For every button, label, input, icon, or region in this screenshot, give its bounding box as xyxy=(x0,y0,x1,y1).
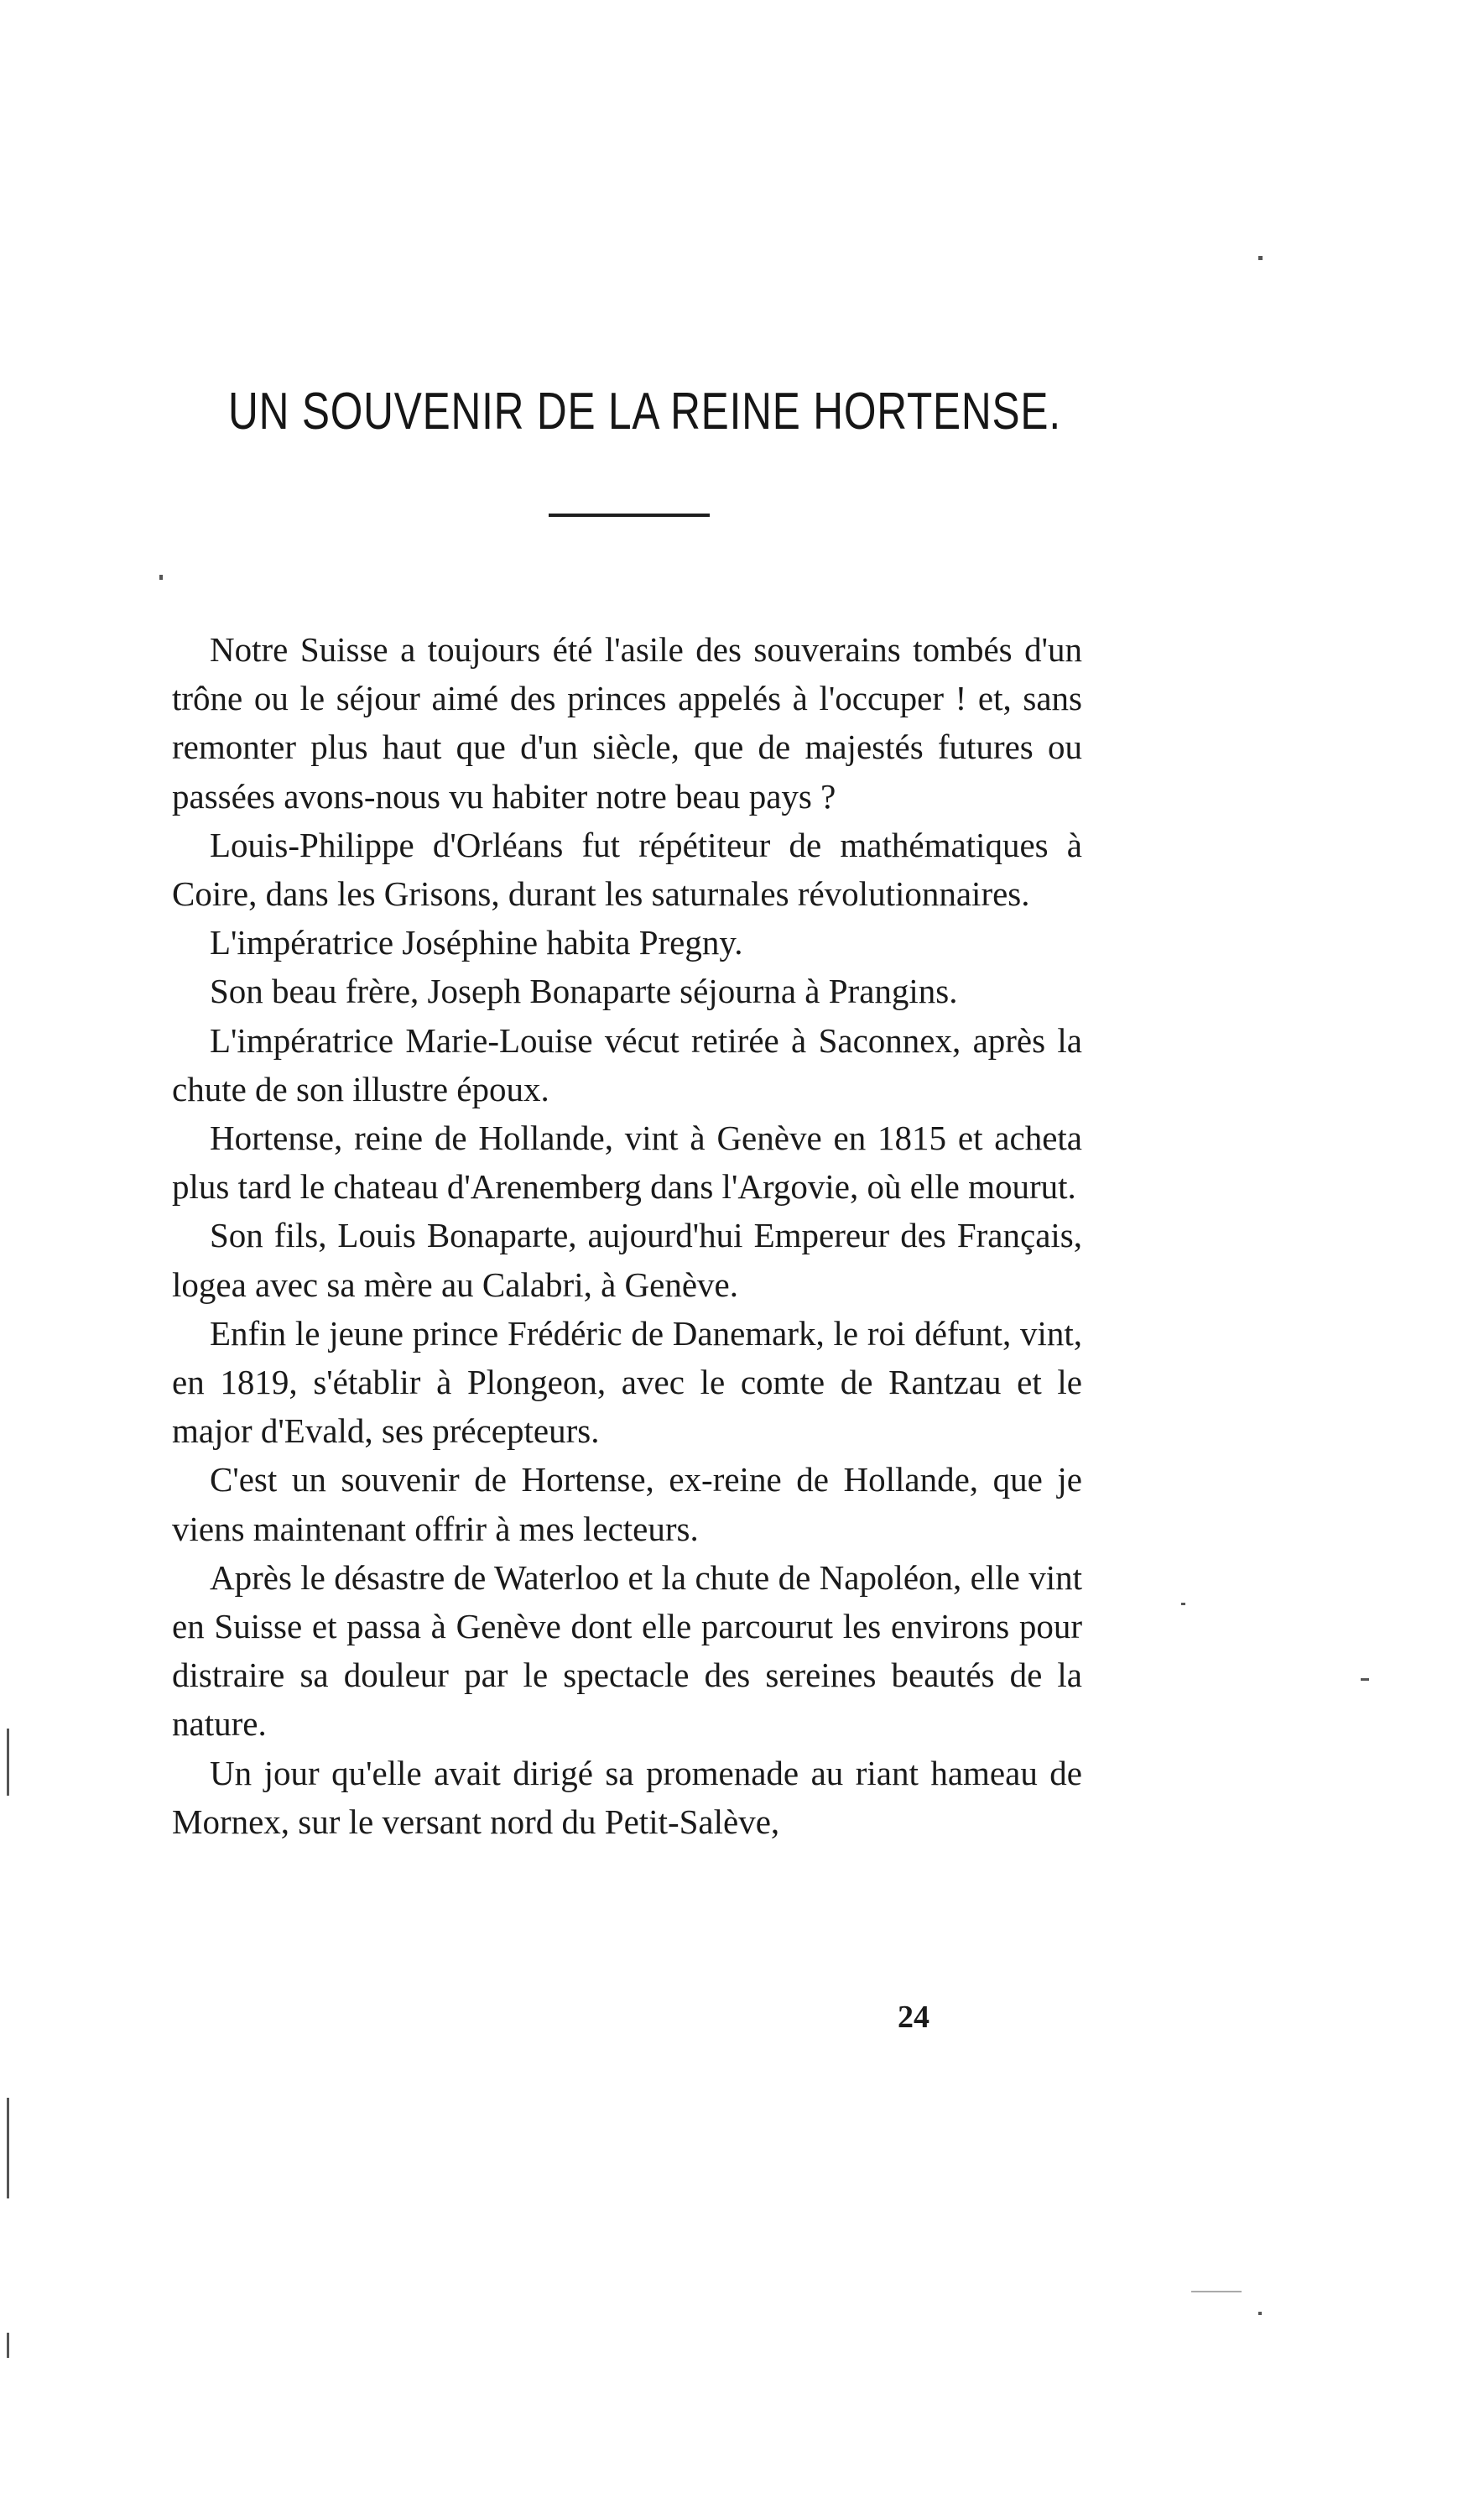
paragraph: Un jour qu'elle avait dirigé sa promenade au riant hameau de Mornex, sur le versant nord du Petit-Salève, xyxy=(172,1753,1082,1841)
page-number: 24 xyxy=(898,2000,929,2035)
paragraph: C'est un souvenir de Hortense, ex-reine de Hollande, que je viens maintenant offrir à mes lecteurs. xyxy=(172,1460,1082,1548)
scan-speck xyxy=(7,2098,9,2198)
paragraph: L'impératrice Marie-Louise vécut retirée à Saconnex, après la chute de son illustre époux. xyxy=(172,1020,1082,1108)
paragraph: Notre Suisse a toujours été l'asile des souverains tombés d'un trône ou le séjour aimé des princes appelés à l'occuper ! et, sans remonter plus haut que d'un siècle, que de majestés futures ou passées avons-nous vu habiter notre beau pays ? xyxy=(172,630,1082,816)
scan-speck xyxy=(1181,1603,1185,1605)
scan-speck xyxy=(1361,1678,1369,1681)
paragraph: L'impératrice Joséphine habita Pregny. xyxy=(210,923,743,962)
scan-speck xyxy=(7,2333,9,2358)
scan-speck xyxy=(159,575,163,580)
paragraph: Enfin le jeune prince Frédéric de Danemark, le roi défunt, vint, en 1819, s'établir à Plongeon, avec le comte de Rantzau et le major d'Evald, ses précepteurs. xyxy=(172,1313,1082,1451)
scan-speck xyxy=(1191,2291,1242,2292)
body-text xyxy=(172,625,1082,1846)
chapter-title: UN SOUVENIR DE LA REINE HORTENSE. xyxy=(228,383,1061,441)
scan-speck xyxy=(1258,256,1263,260)
paragraph: Son beau frère, Joseph Bonaparte séjourna à Prangins. xyxy=(210,972,958,1011)
paragraph: Son fils, Louis Bonaparte, aujourd'hui Empereur des Français, logea avec sa mère au Calabri, à Genève. xyxy=(172,1216,1082,1304)
scan-speck xyxy=(7,1729,9,1796)
paragraph: Louis-Philippe d'Orléans fut répétiteur de mathématiques à Coire, dans les Grisons, durant les saturnales révolutionnaires. xyxy=(172,825,1082,914)
paragraph: Après le désastre de Waterloo et la chute de Napoléon, elle vint en Suisse et passa à Genève dont elle parcourut les environs pour distraire sa douleur par le spectacle des sereines beautés de la nature. xyxy=(172,1557,1082,1744)
title-divider xyxy=(549,514,710,517)
paragraph: Hortense, reine de Hollande, vint à Genève en 1815 et acheta plus tard le chateau d'Arenemberg dans l'Argovie, où elle mourut. xyxy=(172,1119,1082,1207)
scan-speck xyxy=(1258,2312,1262,2315)
